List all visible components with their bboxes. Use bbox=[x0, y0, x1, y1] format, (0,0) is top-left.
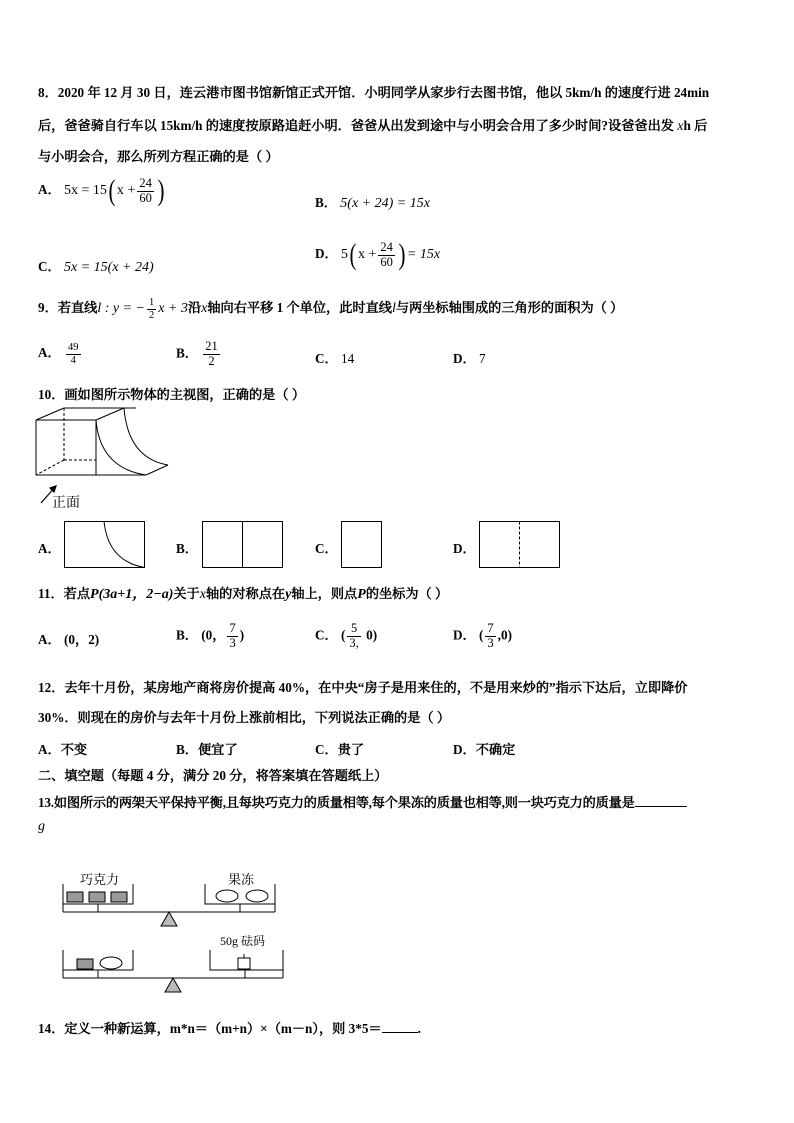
option-label: D． bbox=[453, 351, 476, 366]
frac-den: 3, bbox=[349, 635, 359, 650]
q11-point: P(3a+1，2−a) bbox=[90, 587, 174, 602]
q9-text: 沿 bbox=[187, 300, 202, 316]
option-text: ( bbox=[479, 627, 484, 643]
q8-var-x: x bbox=[677, 119, 684, 134]
option-text: 7 bbox=[479, 351, 486, 366]
q8-line1: 8．2020 年 12 月 30 日，连云港市图书馆新馆正式开馆．小明同学从家步行去图书馆，他以 5km/h 的速度行进 24min bbox=[38, 85, 710, 100]
q12-option-a[interactable] bbox=[38, 739, 87, 758]
option-text: ( bbox=[341, 627, 346, 643]
option-label: C． bbox=[315, 627, 338, 643]
q10-option-b-view bbox=[202, 521, 284, 569]
q12-line1: 12．去年十月份，某房地产商将房价提高 40%，在中央“房子是用来住的，不是用来炒的”指示下达后，立即降价 bbox=[38, 680, 688, 695]
q11-var-p: P bbox=[357, 587, 366, 602]
option-label: C． bbox=[315, 541, 338, 556]
q8-line2 bbox=[38, 115, 707, 135]
frac-num: 24 bbox=[139, 175, 152, 190]
option-label: A． bbox=[38, 345, 61, 361]
q11-var-y: y bbox=[285, 587, 292, 602]
q9-prefix: 9．若直线 bbox=[38, 300, 98, 316]
front-label: 正面 bbox=[52, 496, 80, 511]
q11-text: 的坐标为（ ） bbox=[365, 586, 449, 601]
q9-equation-tail: x + 3 bbox=[158, 301, 188, 317]
option-text: 14 bbox=[341, 351, 355, 366]
q13-line bbox=[38, 792, 687, 811]
q9-line bbox=[38, 297, 623, 321]
q8-line2-text: 后，爸爸骑自行车以 15km/h 的速度按原路追赶小明．爸爸从出发到途中与小明会合用了多少时间?设爸爸出发 bbox=[38, 118, 674, 133]
weight-label: 50g 砝码 bbox=[220, 934, 266, 948]
q11-text: 关于 bbox=[173, 586, 200, 601]
option-label: B． bbox=[315, 195, 337, 210]
frac-den: 2 bbox=[149, 309, 155, 321]
option-label: C． bbox=[315, 742, 338, 757]
frac-den: 4 bbox=[70, 354, 76, 366]
q8-option-b[interactable] bbox=[315, 192, 430, 212]
frac-den: 60 bbox=[139, 190, 152, 205]
q9-text: 与两坐标轴围成的三角形的面积为（ ） bbox=[395, 300, 624, 316]
q10-option-a[interactable] bbox=[38, 538, 61, 557]
q10-option-a-view bbox=[64, 521, 146, 569]
q10-option-d[interactable] bbox=[453, 538, 476, 557]
q8-line3: 与小明会合，那么所列方程正确的是（ ） bbox=[38, 149, 279, 164]
q13-answer-blank[interactable] bbox=[635, 806, 687, 807]
section-heading: 二、填空题（每题 4 分，满分 20 分，将答案填在答题纸上） bbox=[38, 768, 388, 783]
q9-var-l: l bbox=[391, 301, 396, 317]
q9-text: 轴向右平移 1 个单位，此时直线 bbox=[207, 300, 392, 316]
q13-unit bbox=[38, 818, 45, 835]
q11-text: 轴的对称点在 bbox=[205, 586, 286, 601]
q11-option-a[interactable] bbox=[38, 629, 99, 648]
option-label: A． bbox=[38, 632, 61, 647]
q13-unit-text: g bbox=[38, 819, 45, 834]
option-text: 便宜了 bbox=[197, 742, 238, 757]
q14-text: 14．定义一种新运算，m*n＝（m+n）×（m－n），则 3*5＝ bbox=[38, 1021, 382, 1036]
q8-line2-tail: h 后 bbox=[683, 118, 708, 133]
frac-den: 2 bbox=[208, 353, 215, 368]
q12-option-d[interactable] bbox=[453, 739, 515, 758]
math-expr: 5 bbox=[341, 247, 349, 263]
option-text: 不变 bbox=[60, 742, 88, 757]
q10-line: 10．画如图所示物体的主视图，正确的是（ ） bbox=[38, 387, 306, 402]
option-text: 0) bbox=[362, 627, 378, 643]
math-expr: = 15x bbox=[406, 247, 441, 263]
q14-line bbox=[38, 1018, 421, 1037]
q11-option-d[interactable] bbox=[453, 622, 512, 651]
q8-option-d[interactable]: D． 5( x + $\frac{24}{60}$ ) = 15x bbox=[315, 238, 441, 271]
option-label: A． bbox=[38, 541, 61, 556]
option-label: D． bbox=[453, 541, 476, 556]
math-expr: x + bbox=[116, 183, 136, 199]
frac-num: 7 bbox=[229, 621, 236, 635]
q13-text: 13.如图所示的两架天平保持平衡,且每块巧克力的质量相等,每个果冻的质量也相等,则一块巧克力的质量是 bbox=[38, 795, 635, 810]
q14-tail: . bbox=[417, 1021, 421, 1036]
frac-num: 7 bbox=[487, 621, 494, 635]
frac-num: 21 bbox=[205, 339, 218, 353]
q9-option-c[interactable] bbox=[315, 348, 354, 367]
q11-text: 11．若点 bbox=[38, 586, 91, 601]
q9-option-d[interactable] bbox=[453, 348, 486, 367]
q12-line2: 30%．则现在的房价与去年十月份上涨前相比，下列说法正确的是（ ） bbox=[38, 710, 451, 725]
option-text: (0， bbox=[201, 627, 226, 643]
frac-num: 49 bbox=[68, 342, 79, 353]
q11-line bbox=[38, 583, 448, 603]
q10-option-c-view bbox=[341, 521, 383, 569]
jelly-label: 果冻 bbox=[228, 872, 255, 887]
frac-den: 3 bbox=[487, 635, 494, 650]
q11-option-b[interactable] bbox=[176, 622, 244, 651]
math-expr: 5x = 15(x + 24) bbox=[64, 260, 154, 275]
chocolate-label: 巧克力 bbox=[80, 872, 120, 887]
option-label: A． bbox=[38, 182, 61, 198]
q10-option-d-view bbox=[479, 521, 561, 569]
q11-option-c[interactable] bbox=[315, 622, 377, 651]
option-label: B． bbox=[176, 541, 198, 556]
option-label: B． bbox=[176, 742, 198, 757]
frac-num: 5 bbox=[347, 622, 360, 637]
option-label: C． bbox=[38, 259, 61, 274]
math-expr: x + bbox=[358, 247, 377, 263]
option-text: 贵了 bbox=[337, 742, 365, 757]
option-label: A． bbox=[38, 742, 61, 757]
math-expr: 5(x + 24) = 15x bbox=[340, 196, 430, 211]
q12-option-b[interactable] bbox=[176, 739, 238, 758]
frac-num: 1 bbox=[149, 297, 155, 308]
q8-option-c[interactable] bbox=[38, 256, 154, 276]
balance-figure bbox=[55, 880, 295, 1005]
math-expr: 5x = 15 bbox=[64, 183, 107, 199]
option-text: 不确定 bbox=[475, 742, 516, 757]
q9-option-a[interactable] bbox=[38, 342, 83, 366]
q12-option-c[interactable] bbox=[315, 739, 364, 758]
option-label: C． bbox=[315, 351, 338, 366]
q10-option-b[interactable] bbox=[176, 538, 198, 557]
option-label: D． bbox=[453, 742, 476, 757]
frac-den: 3 bbox=[229, 635, 236, 650]
q11-var-x: x bbox=[199, 587, 206, 602]
q9-option-b[interactable] bbox=[176, 340, 222, 369]
option-label: D． bbox=[315, 246, 338, 262]
option-text: ,0) bbox=[497, 627, 512, 643]
frac-num: 24 bbox=[380, 239, 393, 254]
option-label: D． bbox=[453, 627, 476, 643]
q10-option-c[interactable] bbox=[315, 538, 338, 557]
q8-option-a[interactable]: A． 5x = 15( x + $\frac{24}{60}$ ) bbox=[38, 174, 165, 207]
q9-var-x: x bbox=[201, 301, 208, 317]
frac-den: 60 bbox=[380, 254, 393, 269]
q14-answer-blank[interactable] bbox=[382, 1032, 418, 1033]
option-text: ) bbox=[239, 627, 245, 643]
option-text: (0，2) bbox=[64, 632, 100, 647]
q9-equation: l : y = − bbox=[97, 301, 146, 317]
option-label: B． bbox=[176, 627, 198, 643]
option-label: B． bbox=[176, 345, 198, 361]
q11-text: 轴上，则点 bbox=[291, 586, 358, 601]
